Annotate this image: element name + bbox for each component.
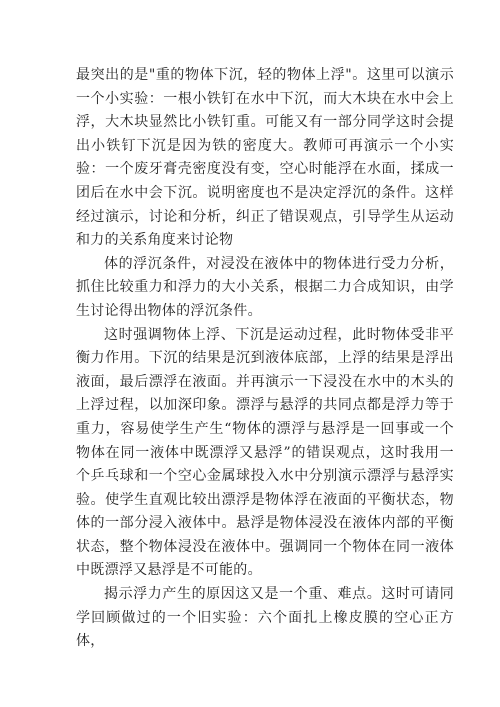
paragraph-4: 揭示浮力产生的原因这又是一个重、难点。这时可请同学回顾做过的一个旧实验：六个面扎上橡皮膜的空心正方体， bbox=[76, 586, 454, 650]
paragraph-2: 体的浮沉条件，对浸没在液体中的物体进行受力分析，抓住比较重力和浮力的大小关系，根据二力合成知识，由学生讨论得出物体的浮沉条件。 bbox=[76, 255, 454, 319]
paragraph-1: 最突出的是"重的物体下沉，轻的物体上浮"。这里可以演示一个小实验：一根小铁钉在水中下沉，而大木块在水中会上浮，大木块显然比小铁钉重。可能又有一部分同学这时会提出小铁钉下沉是因为铁的密度大。教师可再演示一个小实验：一个废牙膏壳密度没有变，空心时能浮在水面，揉成一团后在水中会下沉。说明密度也不是决定浮沉的条件。这样经过演示，讨论和分析，纠正了错误观点，引导学生从运动和力的关系角度来讨论物 bbox=[76, 67, 454, 249]
paragraph-3: 这时强调物体上浮、下沉是运动过程，此时物体受非平衡力作用。下沉的结果是沉到液体底部，上浮的结果是浮出液面，最后漂浮在液面。并再演示一下浸没在水中的木头的上浮过程，以加深印象。漂浮与悬浮的共同点都是浮力等于重力，容易使学生产生“物体的漂浮与悬浮是一回事或一个物体在同一液体中既漂浮又悬浮”的错误观点，这时我用一个乒乓球和一个空心金属球投入水中分别演示漂浮与悬浮实验。使学生直观比较出漂浮是物体浮在液面的平衡状态，物体的一部分浸入液体中。悬浮是物体浸没在液体内部的平衡状态，整个物体浸没在液体中。强调同一个物体在同一液体中既漂浮又悬浮是不可能的。 bbox=[76, 326, 454, 579]
document-page bbox=[76, 64, 454, 654]
